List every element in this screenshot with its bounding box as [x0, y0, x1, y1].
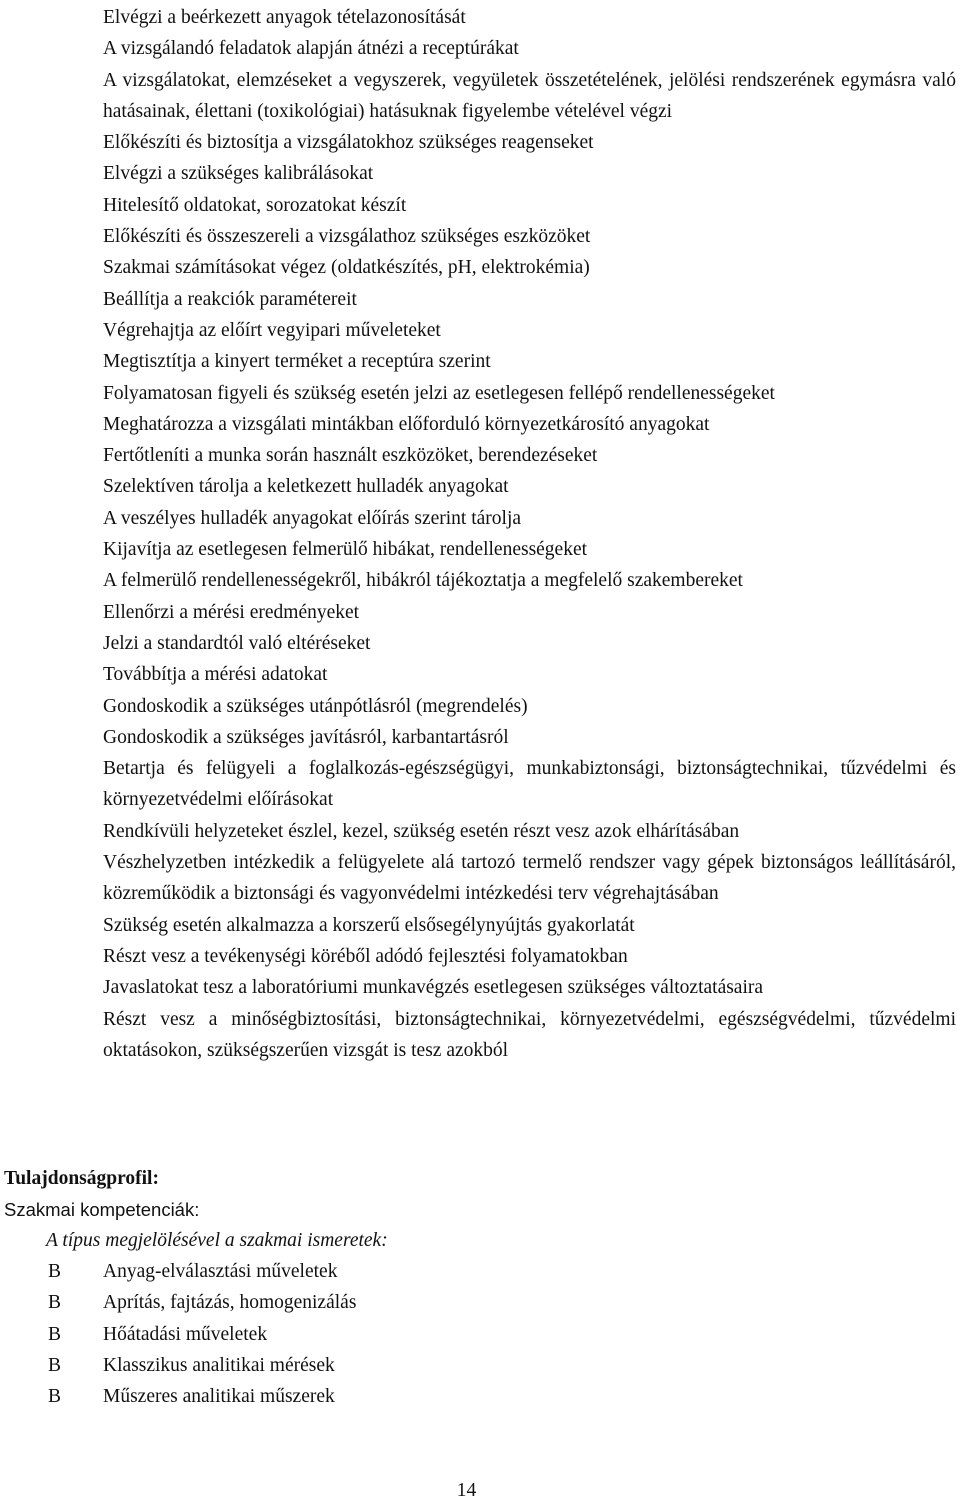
task-item: Fertőtleníti a munka során használt eszközöket, berendezéseket [103, 445, 598, 467]
skill-label: Aprítás, fajtázás, homogenizálás [103, 1292, 357, 1314]
skill-item [4, 1319, 956, 1350]
task-item: Elvégzi a szükséges kalibrálásokat [103, 163, 374, 185]
type-heading: A típus megjelölésével a szakmai ismeretek: [46, 1230, 388, 1251]
skill-list [4, 1256, 956, 1412]
task-item: Előkészíti és összeszereli a vizsgálathoz szükséges eszközöket [103, 226, 591, 248]
task-item: A veszélyes hulladék anyagokat előírás szerint tárolja [103, 507, 522, 529]
skill-label: Műszeres analitikai műszerek [103, 1386, 335, 1408]
task-item: Elvégzi a beérkezett anyagok tételazonosítását [103, 7, 466, 28]
task-item: A vizsgálatokat, elemzéseket a vegyszerek, vegyületek összetételének, jelölési rendszerének egymásra való hatásainak, élettani (toxikológiai) hatásuknak figyelembe vételével végzi [103, 69, 956, 122]
task-item: Ellenőrzi a mérési eredményeket [103, 601, 360, 623]
skill-type-code: B [48, 1386, 62, 1408]
task-item: Gondoskodik a szükséges utánpótlásról (megrendelés) [103, 695, 528, 717]
task-item: A vizsgálandó feladatok alapján átnézi a receptúrákat [103, 38, 519, 60]
task-item: Kijavítja az esetlegesen felmerülő hibákat, rendellenességeket [103, 539, 588, 561]
task-item: Javaslatokat tesz a laboratóriumi munkavégzés esetlegesen szükséges változtatásaira [103, 977, 764, 999]
skill-item [4, 1381, 956, 1412]
task-item: Folyamatosan figyeli és szükség esetén jelzi az esetlegesen fellépő rendellenességeket [103, 382, 775, 404]
task-item: Betartja és felügyeli a foglalkozás-egészségügyi, munkabiztonsági, biztonságtechnikai, tűzvédelmi és környezetvédelmi előírásokat [103, 758, 956, 811]
task-list [103, 2, 956, 1066]
task-item: Végrehajtja az előírt vegyipari műveleteket [103, 319, 441, 341]
task-item: Szelektíven tárolja a keletkezett hulladék anyagokat [103, 476, 509, 498]
task-item: Megtisztítja a kinyert terméket a receptúra szerint [103, 351, 491, 373]
skill-type-code: B [48, 1292, 62, 1314]
task-item: Rendkívüli helyzeteket észlel, kezel, szükség esetén részt vesz azok elhárításában [103, 820, 740, 842]
skill-type-code: B [48, 1354, 62, 1376]
task-item: Szakmai számításokat végez (oldatkészítés, pH, elektrokémia) [103, 257, 590, 279]
task-item: Jelzi a standardtól való eltéréseket [103, 632, 371, 654]
profile-title: Tulajdonságprofil: [4, 1168, 159, 1189]
skill-item [4, 1256, 956, 1287]
task-item: Szükség esetén alkalmazza a korszerű elsősegélynyújtás gyakorlatát [103, 914, 635, 936]
task-item: Beállítja a reakciók paramétereit [103, 288, 357, 310]
skill-type-code: B [48, 1323, 62, 1345]
task-item: Vészhelyzetben intézkedik a felügyelete alá tartozó termelő rendszer vagy gépek biztonságos leállításáról, közreműködik a biztonsági és vagyonvédelmi intézkedési terv végrehajtásában [103, 852, 956, 905]
skill-item [4, 1350, 956, 1381]
task-item: Részt vesz a minőségbiztosítási, biztonságtechnikai, környezetvédelmi, egészségvédelmi, tűzvédelmi oktatásokon, szükségszerűen vizsgát is tesz azokból [103, 1008, 956, 1061]
skill-label: Anyag-elválasztási műveletek [103, 1261, 338, 1282]
profile-subtitle: Szakmai kompetenciák: [4, 1199, 200, 1220]
task-item: A felmerülő rendellenességekről, hibákról tájékoztatja a megfelelő szakembereket [103, 570, 743, 592]
task-item: Hitelesítő oldatokat, sorozatokat készít [103, 194, 407, 216]
task-item: Meghatározza a vizsgálati mintákban előforduló környezetkárosító anyagokat [103, 413, 710, 435]
property-profile [4, 1163, 956, 1412]
page-number: 14 [456, 1480, 477, 1501]
skill-type-code: B [48, 1261, 62, 1282]
skill-item [4, 1287, 956, 1318]
task-item: Gondoskodik a szükséges javításról, karbantartásról [103, 726, 509, 748]
task-item: Részt vesz a tevékenységi köréből adódó fejlesztési folyamatokban [103, 945, 628, 967]
skill-label: Klasszikus analitikai mérések [103, 1354, 335, 1376]
task-item: Továbbítja a mérési adatokat [103, 664, 328, 686]
skill-label: Hőátadási műveletek [103, 1323, 268, 1345]
task-item: Előkészíti és biztosítja a vizsgálatokhoz szükséges reagenseket [103, 132, 594, 154]
